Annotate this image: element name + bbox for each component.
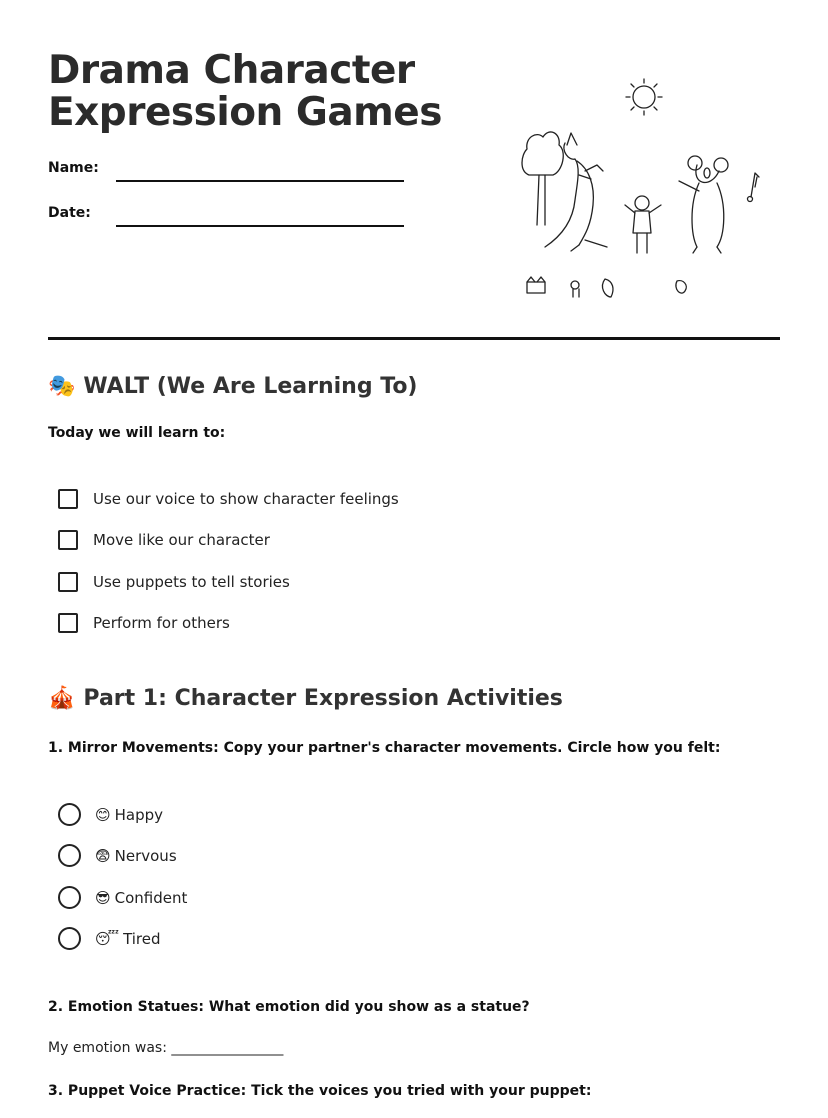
walt-item[interactable]	[58, 530, 270, 550]
question-3: 3. Puppet Voice Practice: Tick the voices you tried with your puppet:	[48, 1083, 592, 1099]
feeling-label: Confident	[114, 888, 188, 907]
music-notes-icon	[748, 173, 760, 202]
feeling-option[interactable]	[58, 886, 187, 909]
happy-face-icon: 😊	[95, 805, 111, 824]
section-divider	[48, 337, 780, 340]
radio-circle[interactable]	[58, 803, 81, 826]
emotion-answer-line[interactable]: My emotion was: ________________	[48, 1040, 284, 1056]
title-line-2: Expression Games	[48, 90, 442, 135]
child-icon	[625, 196, 661, 253]
sun-icon	[626, 79, 662, 115]
illustration-characters	[515, 75, 780, 305]
part1-heading	[48, 686, 563, 711]
puppets-icon	[527, 277, 686, 297]
feeling-option[interactable]	[58, 927, 161, 950]
date-field[interactable]	[116, 225, 404, 227]
question-1: 1. Mirror Movements: Copy your partner's character movements. Circle how you felt:	[48, 740, 721, 756]
checkbox[interactable]	[58, 489, 78, 509]
radio-circle[interactable]	[58, 844, 81, 867]
name-label: Name:	[48, 160, 99, 176]
checkbox[interactable]	[58, 530, 78, 550]
tree-icon	[522, 132, 563, 225]
checkbox[interactable]	[58, 572, 78, 592]
checkbox[interactable]	[58, 613, 78, 633]
radio-circle[interactable]	[58, 927, 81, 950]
nervous-face-icon: 😨	[95, 846, 111, 865]
circus-tent-icon: 🎪	[48, 686, 76, 711]
feeling-option[interactable]	[58, 803, 163, 826]
question-2: 2. Emotion Statues: What emotion did you show as a statue?	[48, 999, 530, 1015]
page-title	[48, 50, 442, 134]
sunglasses-face-icon: 😎	[95, 888, 111, 907]
sleeping-face-icon: 😴	[95, 929, 120, 948]
walt-item-label: Use our voice to show character feelings	[93, 490, 399, 508]
feeling-label: Tired	[123, 929, 161, 948]
feeling-label: Happy	[114, 805, 164, 824]
walt-item-label: Perform for others	[93, 614, 230, 632]
walt-item[interactable]	[58, 572, 290, 592]
walt-item-label: Use puppets to tell stories	[93, 573, 290, 591]
theater-masks-icon: 🎭	[48, 374, 76, 399]
date-label: Date:	[48, 205, 91, 221]
feeling-label: Nervous	[114, 846, 177, 865]
radio-circle[interactable]	[58, 886, 81, 909]
name-field[interactable]	[116, 180, 404, 182]
feeling-option[interactable]	[58, 844, 177, 867]
part1-heading-text: Part 1: Character Expression Activities	[83, 686, 563, 711]
kangaroo-icon	[545, 133, 607, 251]
walt-intro: Today we will learn to:	[48, 425, 226, 441]
walt-item-label: Move like our character	[93, 531, 270, 549]
koala-icon	[679, 156, 728, 253]
title-line-1: Drama Character	[48, 48, 415, 93]
walt-heading-text: WALT (We Are Learning To)	[83, 374, 418, 399]
walt-item[interactable]	[58, 489, 399, 509]
walt-item[interactable]	[58, 613, 230, 633]
walt-heading	[48, 374, 418, 399]
